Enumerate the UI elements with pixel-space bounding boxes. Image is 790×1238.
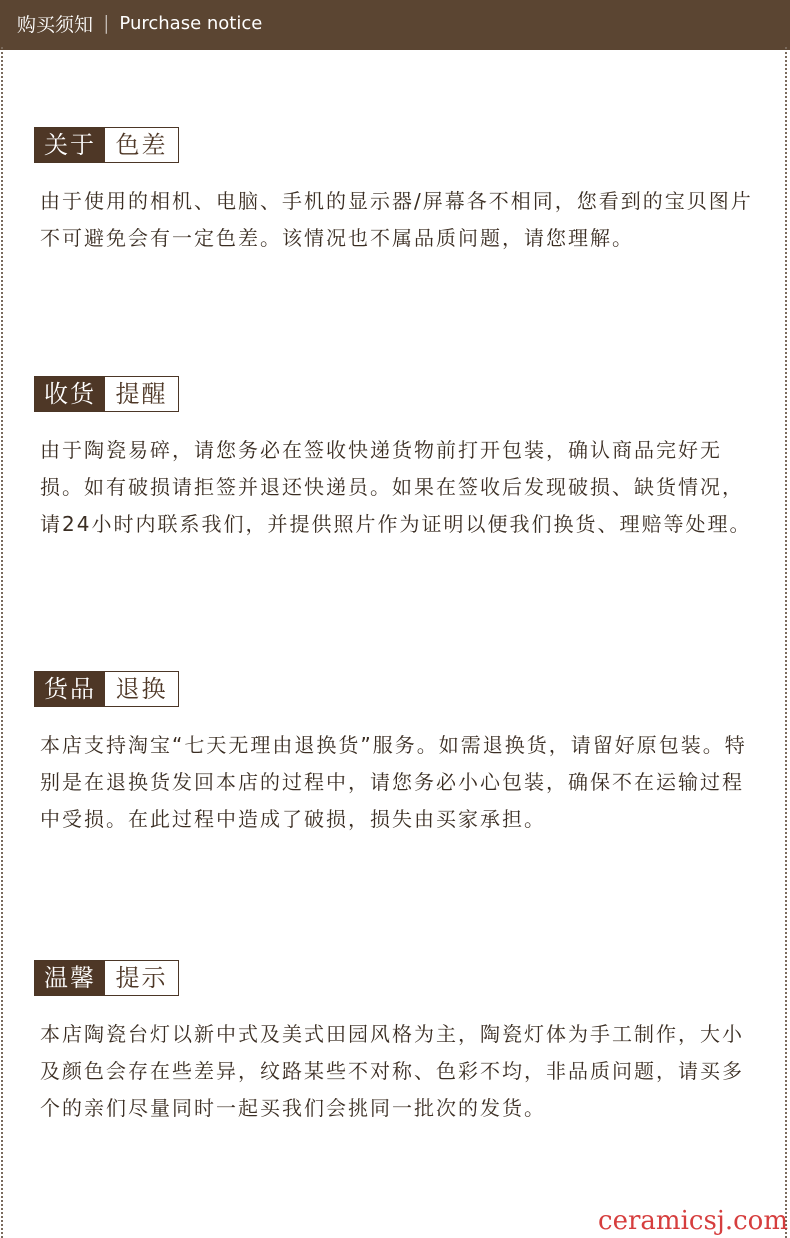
section-returns: [34, 671, 764, 838]
section-tag-dark: 收货: [35, 377, 105, 411]
section-tips: [34, 960, 764, 1127]
section-text: 本店支持淘宝“七天无理由退换货”服务。如需退换货，请留好原包装。特别是在退换货发回本店的过程中，请您务必小心包装，确保不在运输过程中受损。在此过程中造成了破损，损失由买家承担。: [40, 733, 747, 831]
section-tag: [34, 127, 179, 163]
section-color-difference: [34, 127, 764, 257]
section-text: 由于陶瓷易碎，请您务必在签收快递货物前打开包装，确认商品完好无损。如有破损请拒签并退还快递员。如果在签收后发现破损、缺货情况，请24小时内联系我们，并提供照片作为证明以便我们换货、理赔等处理。: [40, 438, 752, 536]
purchase-notice-header: [0, 0, 790, 46]
header-title-en: Purchase notice: [119, 12, 263, 34]
section-tag-light: 色差: [105, 128, 178, 162]
section-tag-dark: 温馨: [35, 961, 105, 995]
section-tag-dark: 货品: [35, 672, 105, 706]
section-tag: [34, 960, 179, 996]
section-tag-dark: 关于: [35, 128, 105, 162]
section-text: 本店陶瓷台灯以新中式及美式田园风格为主，陶瓷灯体为手工制作，大小及颜色会存在些差异，纹路某些不对称、色彩不均，非品质问题，请买多个的亲们尽量同时一起买我们会挑同一批次的发货。: [40, 1022, 744, 1120]
site-watermark: ceramicsj.com: [598, 1206, 788, 1236]
section-tag: [34, 376, 179, 412]
header-title-cn: 购买须知: [17, 13, 94, 36]
section-text: 由于使用的相机、电脑、手机的显示器/屏幕各不相同，您看到的宝贝图片不可避免会有一定色差。该情况也不属品质问题，请您理解。: [40, 189, 753, 250]
section-tag-light: 提示: [105, 961, 178, 995]
section-tag: [34, 671, 179, 707]
header-separator: |: [103, 12, 110, 34]
section-receipt-reminder: [34, 376, 764, 543]
section-tag-light: 退换: [105, 672, 178, 706]
section-tag-light: 提醒: [105, 377, 178, 411]
